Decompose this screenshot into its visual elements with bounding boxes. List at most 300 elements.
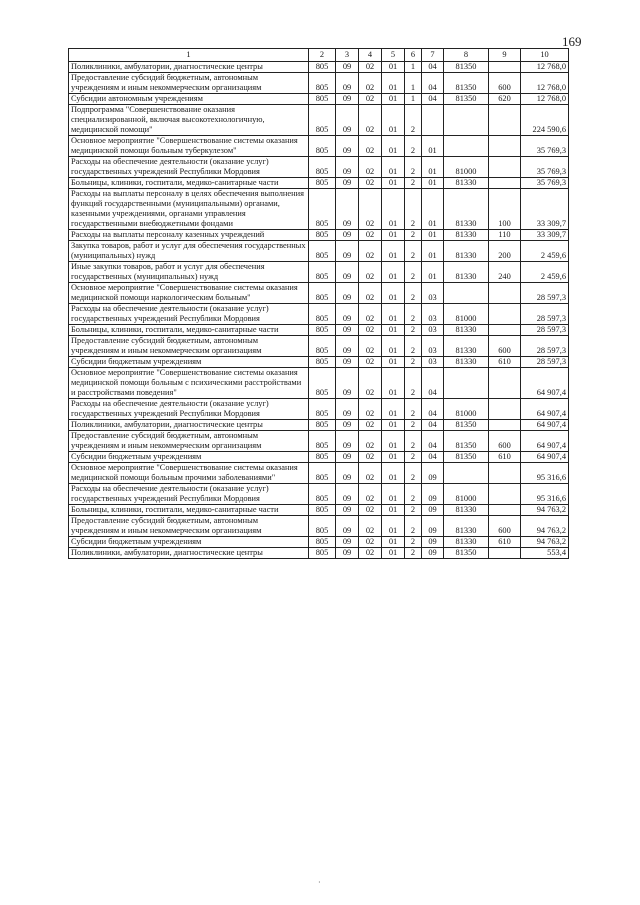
- expense-type-code: 610: [489, 537, 521, 548]
- table-row: [69, 420, 569, 431]
- subsection-code: 02: [359, 62, 382, 73]
- activity-code: 09: [422, 463, 444, 484]
- ministry-code: 805: [309, 178, 336, 189]
- table-row: [69, 548, 569, 559]
- table-row: [69, 505, 569, 516]
- subsection-code: 02: [359, 262, 382, 283]
- direction-code: 81350: [444, 548, 489, 559]
- activity-code: 09: [422, 484, 444, 505]
- subprogram-code: 2: [405, 336, 422, 357]
- table-row: [69, 73, 569, 94]
- expense-type-code: [489, 484, 521, 505]
- program-code: 01: [382, 325, 405, 336]
- row-name: Основное мероприятие "Совершенствование системы оказания медицинской помощи больным туберкулезом": [69, 136, 309, 157]
- expense-type-code: 600: [489, 516, 521, 537]
- table-row: [69, 463, 569, 484]
- section-code: 09: [336, 420, 359, 431]
- subsection-code: 02: [359, 241, 382, 262]
- activity-code: 04: [422, 62, 444, 73]
- amount: 33 309,7: [521, 230, 569, 241]
- direction-code: 81000: [444, 484, 489, 505]
- amount: 2 459,6: [521, 241, 569, 262]
- column-header: 4: [359, 49, 382, 62]
- subprogram-code: 2: [405, 230, 422, 241]
- row-name: Расходы на обеспечение деятельности (оказание услуг) государственных учреждений Республики Мордовия: [69, 484, 309, 505]
- amount: 94 763,2: [521, 516, 569, 537]
- direction-code: 81330: [444, 336, 489, 357]
- table-row: [69, 304, 569, 325]
- section-code: 09: [336, 62, 359, 73]
- expense-type-code: 600: [489, 431, 521, 452]
- activity-code: 01: [422, 178, 444, 189]
- subprogram-code: 2: [405, 463, 422, 484]
- activity-code: 04: [422, 73, 444, 94]
- section-code: 09: [336, 537, 359, 548]
- amount: 64 907,4: [521, 399, 569, 420]
- activity-code: 01: [422, 157, 444, 178]
- subsection-code: 02: [359, 73, 382, 94]
- subprogram-code: 2: [405, 136, 422, 157]
- activity-code: 04: [422, 94, 444, 105]
- activity-code: 03: [422, 283, 444, 304]
- row-name: Поликлиники, амбулатории, диагностические центры: [69, 62, 309, 73]
- row-name: Расходы на обеспечение деятельности (оказание услуг) государственных учреждений Республики Мордовия: [69, 157, 309, 178]
- row-name: Иные закупки товаров, работ и услуг для обеспечения государственных (муниципальных) нужд: [69, 262, 309, 283]
- table-row: [69, 94, 569, 105]
- table-row: [69, 336, 569, 357]
- section-code: 09: [336, 336, 359, 357]
- subprogram-code: 2: [405, 516, 422, 537]
- direction-code: [444, 136, 489, 157]
- program-code: 01: [382, 431, 405, 452]
- section-code: 09: [336, 516, 359, 537]
- row-name: Больницы, клиники, госпитали, медико-санитарные части: [69, 325, 309, 336]
- expense-type-code: [489, 62, 521, 73]
- section-code: 09: [336, 505, 359, 516]
- subsection-code: 02: [359, 283, 382, 304]
- ministry-code: 805: [309, 548, 336, 559]
- subprogram-code: 2: [405, 304, 422, 325]
- section-code: 09: [336, 399, 359, 420]
- direction-code: 81330: [444, 178, 489, 189]
- subsection-code: 02: [359, 484, 382, 505]
- row-name: Больницы, клиники, госпитали, медико-санитарные части: [69, 178, 309, 189]
- activity-code: 01: [422, 262, 444, 283]
- section-code: 09: [336, 452, 359, 463]
- expense-type-code: [489, 399, 521, 420]
- ministry-code: 805: [309, 420, 336, 431]
- expense-type-code: 200: [489, 241, 521, 262]
- section-code: 09: [336, 230, 359, 241]
- expense-type-code: [489, 420, 521, 431]
- amount: 12 768,0: [521, 62, 569, 73]
- activity-code: 09: [422, 516, 444, 537]
- table-row: [69, 516, 569, 537]
- subprogram-code: 2: [405, 325, 422, 336]
- program-code: 01: [382, 537, 405, 548]
- amount: 64 907,4: [521, 368, 569, 399]
- section-code: 09: [336, 357, 359, 368]
- ministry-code: 805: [309, 516, 336, 537]
- row-name: Субсидии бюджетным учреждениям: [69, 537, 309, 548]
- amount: 28 597,3: [521, 304, 569, 325]
- expense-type-code: [489, 325, 521, 336]
- ministry-code: 805: [309, 241, 336, 262]
- direction-code: 81350: [444, 94, 489, 105]
- expense-type-code: 610: [489, 452, 521, 463]
- subsection-code: 02: [359, 463, 382, 484]
- amount: 33 309,7: [521, 189, 569, 230]
- subsection-code: 02: [359, 157, 382, 178]
- section-code: 09: [336, 73, 359, 94]
- row-name: Расходы на выплаты персоналу в целях обеспечения выполнения функций государственными (муниципальными) органами, казенными учреждениями, органами управления государственными внебюджетными фондами: [69, 189, 309, 230]
- ministry-code: 805: [309, 94, 336, 105]
- row-name: Поликлиники, амбулатории, диагностические центры: [69, 548, 309, 559]
- section-code: 09: [336, 304, 359, 325]
- subsection-code: 02: [359, 304, 382, 325]
- column-header: 1: [69, 49, 309, 62]
- section-code: 09: [336, 136, 359, 157]
- table-row: [69, 262, 569, 283]
- table-row: [69, 178, 569, 189]
- row-name: Основное мероприятие "Совершенствование системы оказания медицинской помощи наркологическим больным": [69, 283, 309, 304]
- subprogram-code: 2: [405, 452, 422, 463]
- program-code: 01: [382, 463, 405, 484]
- column-header: 10: [521, 49, 569, 62]
- expense-type-code: [489, 136, 521, 157]
- section-code: 09: [336, 484, 359, 505]
- subprogram-code: 2: [405, 283, 422, 304]
- ministry-code: 805: [309, 62, 336, 73]
- program-code: 01: [382, 283, 405, 304]
- expense-type-code: 610: [489, 357, 521, 368]
- amount: 12 768,0: [521, 94, 569, 105]
- activity-code: 09: [422, 537, 444, 548]
- row-name: Субсидии бюджетным учреждениям: [69, 357, 309, 368]
- ministry-code: 805: [309, 157, 336, 178]
- subprogram-code: 2: [405, 178, 422, 189]
- expense-type-code: 620: [489, 94, 521, 105]
- activity-code: 01: [422, 241, 444, 262]
- table-row: [69, 537, 569, 548]
- column-header: 6: [405, 49, 422, 62]
- direction-code: 81000: [444, 304, 489, 325]
- direction-code: [444, 105, 489, 136]
- row-name: Основное мероприятие "Совершенствование системы оказания медицинской помощи больным прочими заболеваниями": [69, 463, 309, 484]
- ministry-code: 805: [309, 283, 336, 304]
- ministry-code: 805: [309, 505, 336, 516]
- program-code: 01: [382, 73, 405, 94]
- section-code: 09: [336, 94, 359, 105]
- activity-code: 04: [422, 431, 444, 452]
- table-row: [69, 399, 569, 420]
- column-header: 5: [382, 49, 405, 62]
- table-row: [69, 241, 569, 262]
- section-code: 09: [336, 241, 359, 262]
- amount: 94 763,2: [521, 537, 569, 548]
- subsection-code: 02: [359, 325, 382, 336]
- subsection-code: 02: [359, 431, 382, 452]
- row-name: Расходы на выплаты персоналу казенных учреждений: [69, 230, 309, 241]
- table-row: [69, 452, 569, 463]
- column-header: 9: [489, 49, 521, 62]
- section-code: 09: [336, 325, 359, 336]
- ministry-code: 805: [309, 537, 336, 548]
- amount: 12 768,0: [521, 73, 569, 94]
- row-name: Расходы на обеспечение деятельности (оказание услуг) государственных учреждений Республики Мордовия: [69, 304, 309, 325]
- amount: 224 590,6: [521, 105, 569, 136]
- ministry-code: 805: [309, 73, 336, 94]
- ministry-code: 805: [309, 463, 336, 484]
- amount: 64 907,4: [521, 420, 569, 431]
- scan-dot: ·: [318, 878, 321, 887]
- row-name: Предоставление субсидий бюджетным, автономным учреждениям и иным некоммерческим организациям: [69, 431, 309, 452]
- subsection-code: 02: [359, 368, 382, 399]
- program-code: 01: [382, 505, 405, 516]
- program-code: 01: [382, 420, 405, 431]
- direction-code: 81350: [444, 431, 489, 452]
- subprogram-code: 1: [405, 73, 422, 94]
- program-code: 01: [382, 94, 405, 105]
- column-header: 8: [444, 49, 489, 62]
- table-body: [69, 62, 569, 559]
- section-code: 09: [336, 548, 359, 559]
- table-row: [69, 368, 569, 399]
- ministry-code: 805: [309, 136, 336, 157]
- amount: 95 316,6: [521, 484, 569, 505]
- program-code: 01: [382, 136, 405, 157]
- direction-code: 81330: [444, 241, 489, 262]
- subprogram-code: 2: [405, 189, 422, 230]
- ministry-code: 805: [309, 452, 336, 463]
- column-header: 2: [309, 49, 336, 62]
- table-row: [69, 325, 569, 336]
- subprogram-code: 2: [405, 484, 422, 505]
- header-row: [69, 49, 569, 62]
- direction-code: [444, 283, 489, 304]
- row-name: Субсидии бюджетным учреждениям: [69, 452, 309, 463]
- amount: 28 597,3: [521, 325, 569, 336]
- amount: 95 316,6: [521, 463, 569, 484]
- ministry-code: 805: [309, 262, 336, 283]
- activity-code: 01: [422, 136, 444, 157]
- expense-type-code: [489, 548, 521, 559]
- amount: 94 763,2: [521, 505, 569, 516]
- activity-code: 01: [422, 230, 444, 241]
- direction-code: 81330: [444, 516, 489, 537]
- direction-code: [444, 463, 489, 484]
- section-code: 09: [336, 157, 359, 178]
- direction-code: 81000: [444, 399, 489, 420]
- program-code: 01: [382, 241, 405, 262]
- activity-code: 03: [422, 304, 444, 325]
- program-code: 01: [382, 157, 405, 178]
- row-name: Расходы на обеспечение деятельности (оказание услуг) государственных учреждений Республики Мордовия: [69, 399, 309, 420]
- direction-code: 81330: [444, 230, 489, 241]
- direction-code: 81330: [444, 537, 489, 548]
- row-name: Предоставление субсидий бюджетным, автономным учреждениям и иным некоммерческим организациям: [69, 336, 309, 357]
- subsection-code: 02: [359, 136, 382, 157]
- activity-code: 09: [422, 548, 444, 559]
- ministry-code: 805: [309, 230, 336, 241]
- section-code: 09: [336, 368, 359, 399]
- expense-type-code: [489, 178, 521, 189]
- subprogram-code: 2: [405, 420, 422, 431]
- program-code: 01: [382, 62, 405, 73]
- row-name: Поликлиники, амбулатории, диагностические центры: [69, 420, 309, 431]
- section-code: 09: [336, 105, 359, 136]
- activity-code: 03: [422, 336, 444, 357]
- direction-code: 81350: [444, 452, 489, 463]
- direction-code: 81350: [444, 420, 489, 431]
- table-row: [69, 105, 569, 136]
- program-code: 01: [382, 304, 405, 325]
- subsection-code: 02: [359, 452, 382, 463]
- program-code: 01: [382, 336, 405, 357]
- direction-code: 81330: [444, 189, 489, 230]
- row-name: Субсидии автономным учреждениям: [69, 94, 309, 105]
- amount: 2 459,6: [521, 262, 569, 283]
- direction-code: 81000: [444, 157, 489, 178]
- ministry-code: 805: [309, 399, 336, 420]
- row-name: Предоставление субсидий бюджетным, автономным учреждениям и иным некоммерческим организациям: [69, 73, 309, 94]
- activity-code: [422, 105, 444, 136]
- activity-code: 09: [422, 505, 444, 516]
- amount: 28 597,3: [521, 357, 569, 368]
- subsection-code: 02: [359, 548, 382, 559]
- amount: 28 597,3: [521, 283, 569, 304]
- program-code: 01: [382, 548, 405, 559]
- program-code: 01: [382, 105, 405, 136]
- section-code: 09: [336, 463, 359, 484]
- table-row: [69, 189, 569, 230]
- table-row: [69, 62, 569, 73]
- table-row: [69, 283, 569, 304]
- activity-code: 04: [422, 420, 444, 431]
- subsection-code: 02: [359, 357, 382, 368]
- subsection-code: 02: [359, 94, 382, 105]
- subprogram-code: 2: [405, 431, 422, 452]
- subprogram-code: 2: [405, 262, 422, 283]
- program-code: 01: [382, 230, 405, 241]
- expense-type-code: [489, 157, 521, 178]
- amount: 28 597,3: [521, 336, 569, 357]
- activity-code: 04: [422, 452, 444, 463]
- program-code: 01: [382, 452, 405, 463]
- program-code: 01: [382, 368, 405, 399]
- amount: 35 769,3: [521, 136, 569, 157]
- subsection-code: 02: [359, 189, 382, 230]
- subprogram-code: 2: [405, 399, 422, 420]
- expense-type-code: 600: [489, 73, 521, 94]
- activity-code: 03: [422, 357, 444, 368]
- expense-type-code: 240: [489, 262, 521, 283]
- column-header: 7: [422, 49, 444, 62]
- subprogram-code: 2: [405, 548, 422, 559]
- subprogram-code: 1: [405, 62, 422, 73]
- subprogram-code: 2: [405, 105, 422, 136]
- program-code: 01: [382, 178, 405, 189]
- subprogram-code: 2: [405, 357, 422, 368]
- amount: 35 769,3: [521, 157, 569, 178]
- activity-code: 04: [422, 368, 444, 399]
- program-code: 01: [382, 484, 405, 505]
- ministry-code: 805: [309, 368, 336, 399]
- subsection-code: 02: [359, 420, 382, 431]
- row-name: Подпрограмма "Совершенствование оказания специализированной, включая высокотехнологичную, медицинской помощи": [69, 105, 309, 136]
- subsection-code: 02: [359, 505, 382, 516]
- section-code: 09: [336, 283, 359, 304]
- ministry-code: 805: [309, 431, 336, 452]
- amount: 64 907,4: [521, 431, 569, 452]
- expense-type-code: 100: [489, 189, 521, 230]
- expense-type-code: 110: [489, 230, 521, 241]
- expense-type-code: [489, 304, 521, 325]
- expense-type-code: [489, 105, 521, 136]
- direction-code: [444, 368, 489, 399]
- table-row: [69, 157, 569, 178]
- subsection-code: 02: [359, 230, 382, 241]
- table-row: [69, 136, 569, 157]
- subsection-code: 02: [359, 178, 382, 189]
- subsection-code: 02: [359, 537, 382, 548]
- subprogram-code: 2: [405, 505, 422, 516]
- expense-type-code: [489, 505, 521, 516]
- direction-code: 81330: [444, 325, 489, 336]
- activity-code: 03: [422, 325, 444, 336]
- direction-code: 81330: [444, 262, 489, 283]
- table-row: [69, 230, 569, 241]
- program-code: 01: [382, 189, 405, 230]
- ministry-code: 805: [309, 336, 336, 357]
- table-row: [69, 357, 569, 368]
- table-row: [69, 484, 569, 505]
- subsection-code: 02: [359, 399, 382, 420]
- activity-code: 01: [422, 189, 444, 230]
- section-code: 09: [336, 178, 359, 189]
- subprogram-code: 2: [405, 368, 422, 399]
- expense-type-code: [489, 463, 521, 484]
- section-code: 09: [336, 189, 359, 230]
- budget-table: [68, 48, 569, 559]
- section-code: 09: [336, 262, 359, 283]
- ministry-code: 805: [309, 325, 336, 336]
- program-code: 01: [382, 516, 405, 537]
- ministry-code: 805: [309, 304, 336, 325]
- direction-code: 81330: [444, 505, 489, 516]
- expense-type-code: 600: [489, 336, 521, 357]
- expense-type-code: [489, 283, 521, 304]
- row-name: Больницы, клиники, госпитали, медико-санитарные части: [69, 505, 309, 516]
- ministry-code: 805: [309, 105, 336, 136]
- direction-code: 81350: [444, 62, 489, 73]
- row-name: Основное мероприятие "Совершенствование системы оказания медицинской помощи больным с психическими расстройствами и расстройствами поведения": [69, 368, 309, 399]
- amount: 64 907,4: [521, 452, 569, 463]
- program-code: 01: [382, 357, 405, 368]
- subsection-code: 02: [359, 105, 382, 136]
- row-name: Закупка товаров, работ и услуг для обеспечения государственных (муниципальных) нужд: [69, 241, 309, 262]
- table-row: [69, 431, 569, 452]
- program-code: 01: [382, 399, 405, 420]
- ministry-code: 805: [309, 189, 336, 230]
- subprogram-code: 2: [405, 157, 422, 178]
- program-code: 01: [382, 262, 405, 283]
- page-number: 169: [562, 34, 582, 49]
- amount: 553,4: [521, 548, 569, 559]
- direction-code: 81350: [444, 73, 489, 94]
- ministry-code: 805: [309, 357, 336, 368]
- expense-type-code: [489, 368, 521, 399]
